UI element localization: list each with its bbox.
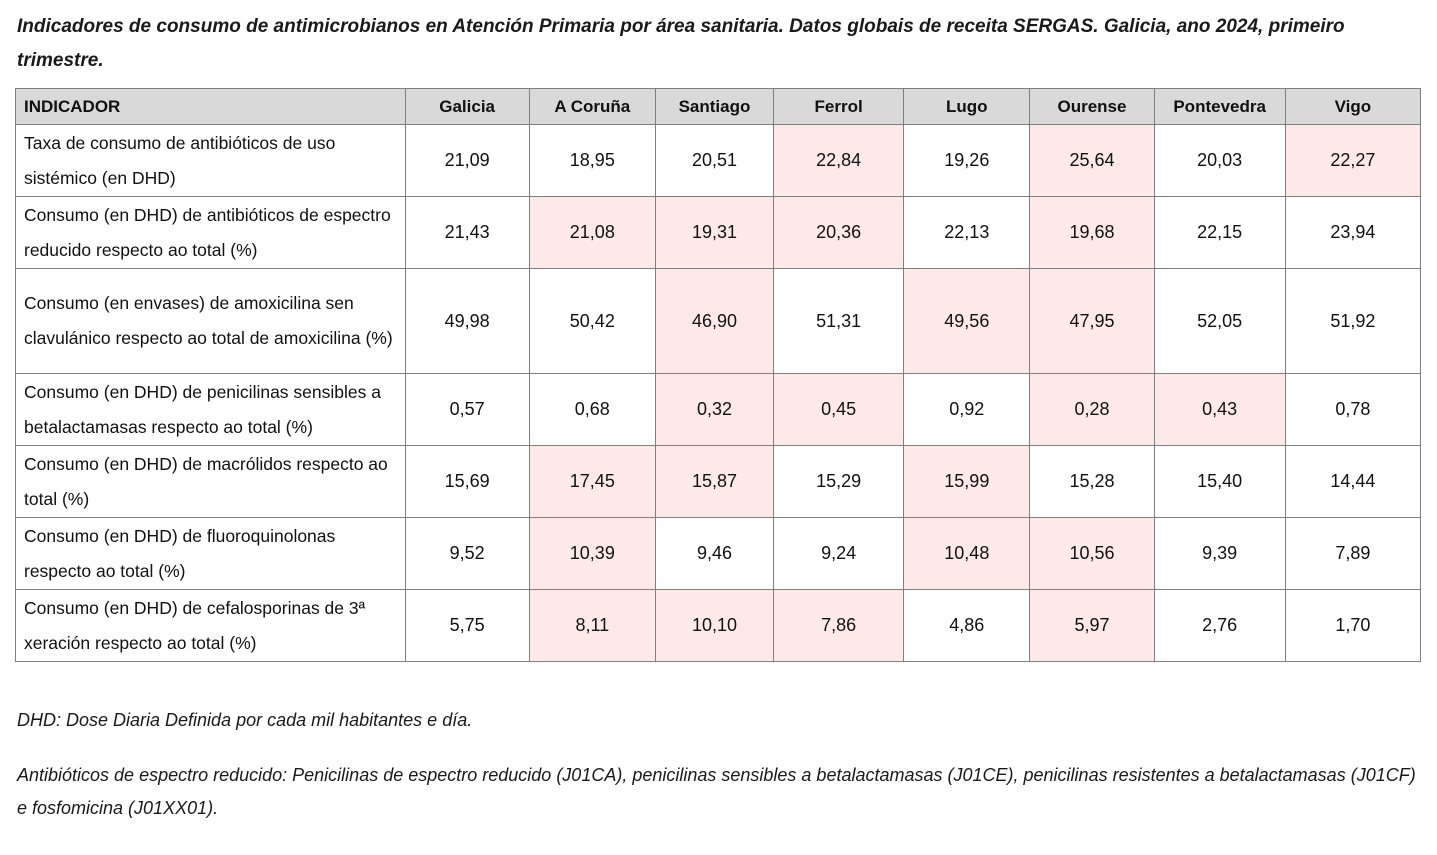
- value-cell: 4,86: [904, 590, 1030, 662]
- table-row: [16, 446, 1421, 518]
- value-cell: 15,99: [904, 446, 1030, 518]
- value-cell: 22,13: [904, 197, 1030, 269]
- value-cell: 7,86: [774, 590, 904, 662]
- value-cell: 9,24: [774, 518, 904, 590]
- indicator-cell: Taxa de consumo de antibióticos de uso sistémico (en DHD): [16, 125, 406, 197]
- column-header-galicia: Galicia: [405, 89, 529, 125]
- value-cell: 5,97: [1030, 590, 1154, 662]
- value-cell: 0,68: [529, 374, 655, 446]
- column-header-santiago: Santiago: [655, 89, 773, 125]
- value-cell: 25,64: [1030, 125, 1154, 197]
- value-cell: 20,36: [774, 197, 904, 269]
- indicators-table: [15, 88, 1421, 662]
- value-cell: 46,90: [655, 269, 773, 374]
- footnote-dhd: DHD: Dose Diaria Definida por cada mil habitantes e día.: [17, 710, 473, 730]
- value-cell: 15,87: [655, 446, 773, 518]
- value-cell: 19,68: [1030, 197, 1154, 269]
- value-cell: 49,98: [405, 269, 529, 374]
- value-cell: 0,32: [655, 374, 773, 446]
- column-header-lugo: Lugo: [904, 89, 1030, 125]
- value-cell: 19,26: [904, 125, 1030, 197]
- value-cell: 17,45: [529, 446, 655, 518]
- value-cell: 15,28: [1030, 446, 1154, 518]
- table-row: [16, 374, 1421, 446]
- value-cell: 22,27: [1285, 125, 1420, 197]
- value-cell: 50,42: [529, 269, 655, 374]
- column-header-vigo: Vigo: [1285, 89, 1420, 125]
- value-cell: 10,39: [529, 518, 655, 590]
- value-cell: 21,08: [529, 197, 655, 269]
- value-cell: 49,56: [904, 269, 1030, 374]
- header-row: [16, 89, 1421, 125]
- column-header-pontevedra: Pontevedra: [1154, 89, 1285, 125]
- value-cell: 19,31: [655, 197, 773, 269]
- value-cell: 20,03: [1154, 125, 1285, 197]
- value-cell: 5,75: [405, 590, 529, 662]
- table-row: [16, 269, 1421, 374]
- value-cell: 15,40: [1154, 446, 1285, 518]
- value-cell: 21,43: [405, 197, 529, 269]
- value-cell: 9,52: [405, 518, 529, 590]
- value-cell: 14,44: [1285, 446, 1420, 518]
- value-cell: 10,10: [655, 590, 773, 662]
- indicator-cell: Consumo (en DHD) de antibióticos de espectro reducido respecto ao total (%): [16, 197, 406, 269]
- value-cell: 0,43: [1154, 374, 1285, 446]
- value-cell: 15,29: [774, 446, 904, 518]
- value-cell: 0,45: [774, 374, 904, 446]
- value-cell: 0,28: [1030, 374, 1154, 446]
- value-cell: 52,05: [1154, 269, 1285, 374]
- value-cell: 10,56: [1030, 518, 1154, 590]
- value-cell: 0,92: [904, 374, 1030, 446]
- column-header-ferrol: Ferrol: [774, 89, 904, 125]
- value-cell: 10,48: [904, 518, 1030, 590]
- table-row: [16, 125, 1421, 197]
- page-title: Indicadores de consumo de antimicrobianos en Atención Primaria por área sanitaria. Datos globais de receita SERGAS. Galicia, ano 2024, primeiro trimestre.: [17, 16, 1345, 71]
- table-row: [16, 197, 1421, 269]
- value-cell: 20,51: [655, 125, 773, 197]
- table-row: [16, 518, 1421, 590]
- value-cell: 23,94: [1285, 197, 1420, 269]
- value-cell: 9,46: [655, 518, 773, 590]
- value-cell: 22,84: [774, 125, 904, 197]
- indicator-cell: Consumo (en DHD) de penicilinas sensibles a betalactamasas respecto ao total (%): [16, 374, 406, 446]
- indicator-cell: Consumo (en DHD) de fluoroquinolonas respecto ao total (%): [16, 518, 406, 590]
- indicator-cell: Consumo (en DHD) de cefalosporinas de 3ª xeración respecto ao total (%): [16, 590, 406, 662]
- value-cell: 7,89: [1285, 518, 1420, 590]
- value-cell: 2,76: [1154, 590, 1285, 662]
- value-cell: 15,69: [405, 446, 529, 518]
- indicator-cell: Consumo (en DHD) de macrólidos respecto ao total (%): [16, 446, 406, 518]
- value-cell: 9,39: [1154, 518, 1285, 590]
- value-cell: 8,11: [529, 590, 655, 662]
- value-cell: 22,15: [1154, 197, 1285, 269]
- value-cell: 47,95: [1030, 269, 1154, 374]
- value-cell: 51,92: [1285, 269, 1420, 374]
- value-cell: 0,78: [1285, 374, 1420, 446]
- value-cell: 1,70: [1285, 590, 1420, 662]
- indicator-cell: Consumo (en envases) de amoxicilina sen clavulánico respecto ao total de amoxicilina (%): [16, 269, 406, 374]
- column-header-a-coruna: A Coruña: [529, 89, 655, 125]
- value-cell: 18,95: [529, 125, 655, 197]
- value-cell: 0,57: [405, 374, 529, 446]
- value-cell: 51,31: [774, 269, 904, 374]
- column-header-indicador: INDICADOR: [16, 89, 406, 125]
- value-cell: 21,09: [405, 125, 529, 197]
- footnote-espectro-reducido: Antibióticos de espectro reducido: Penicilinas de espectro reducido (J01CA), penicilinas sensibles a betalactamasas (J01CE), penicilinas resistentes a betalactamasas (J01CF) e fosfomicina (J01XX01).: [17, 765, 1416, 818]
- table-row: [16, 590, 1421, 662]
- column-header-ourense: Ourense: [1030, 89, 1154, 125]
